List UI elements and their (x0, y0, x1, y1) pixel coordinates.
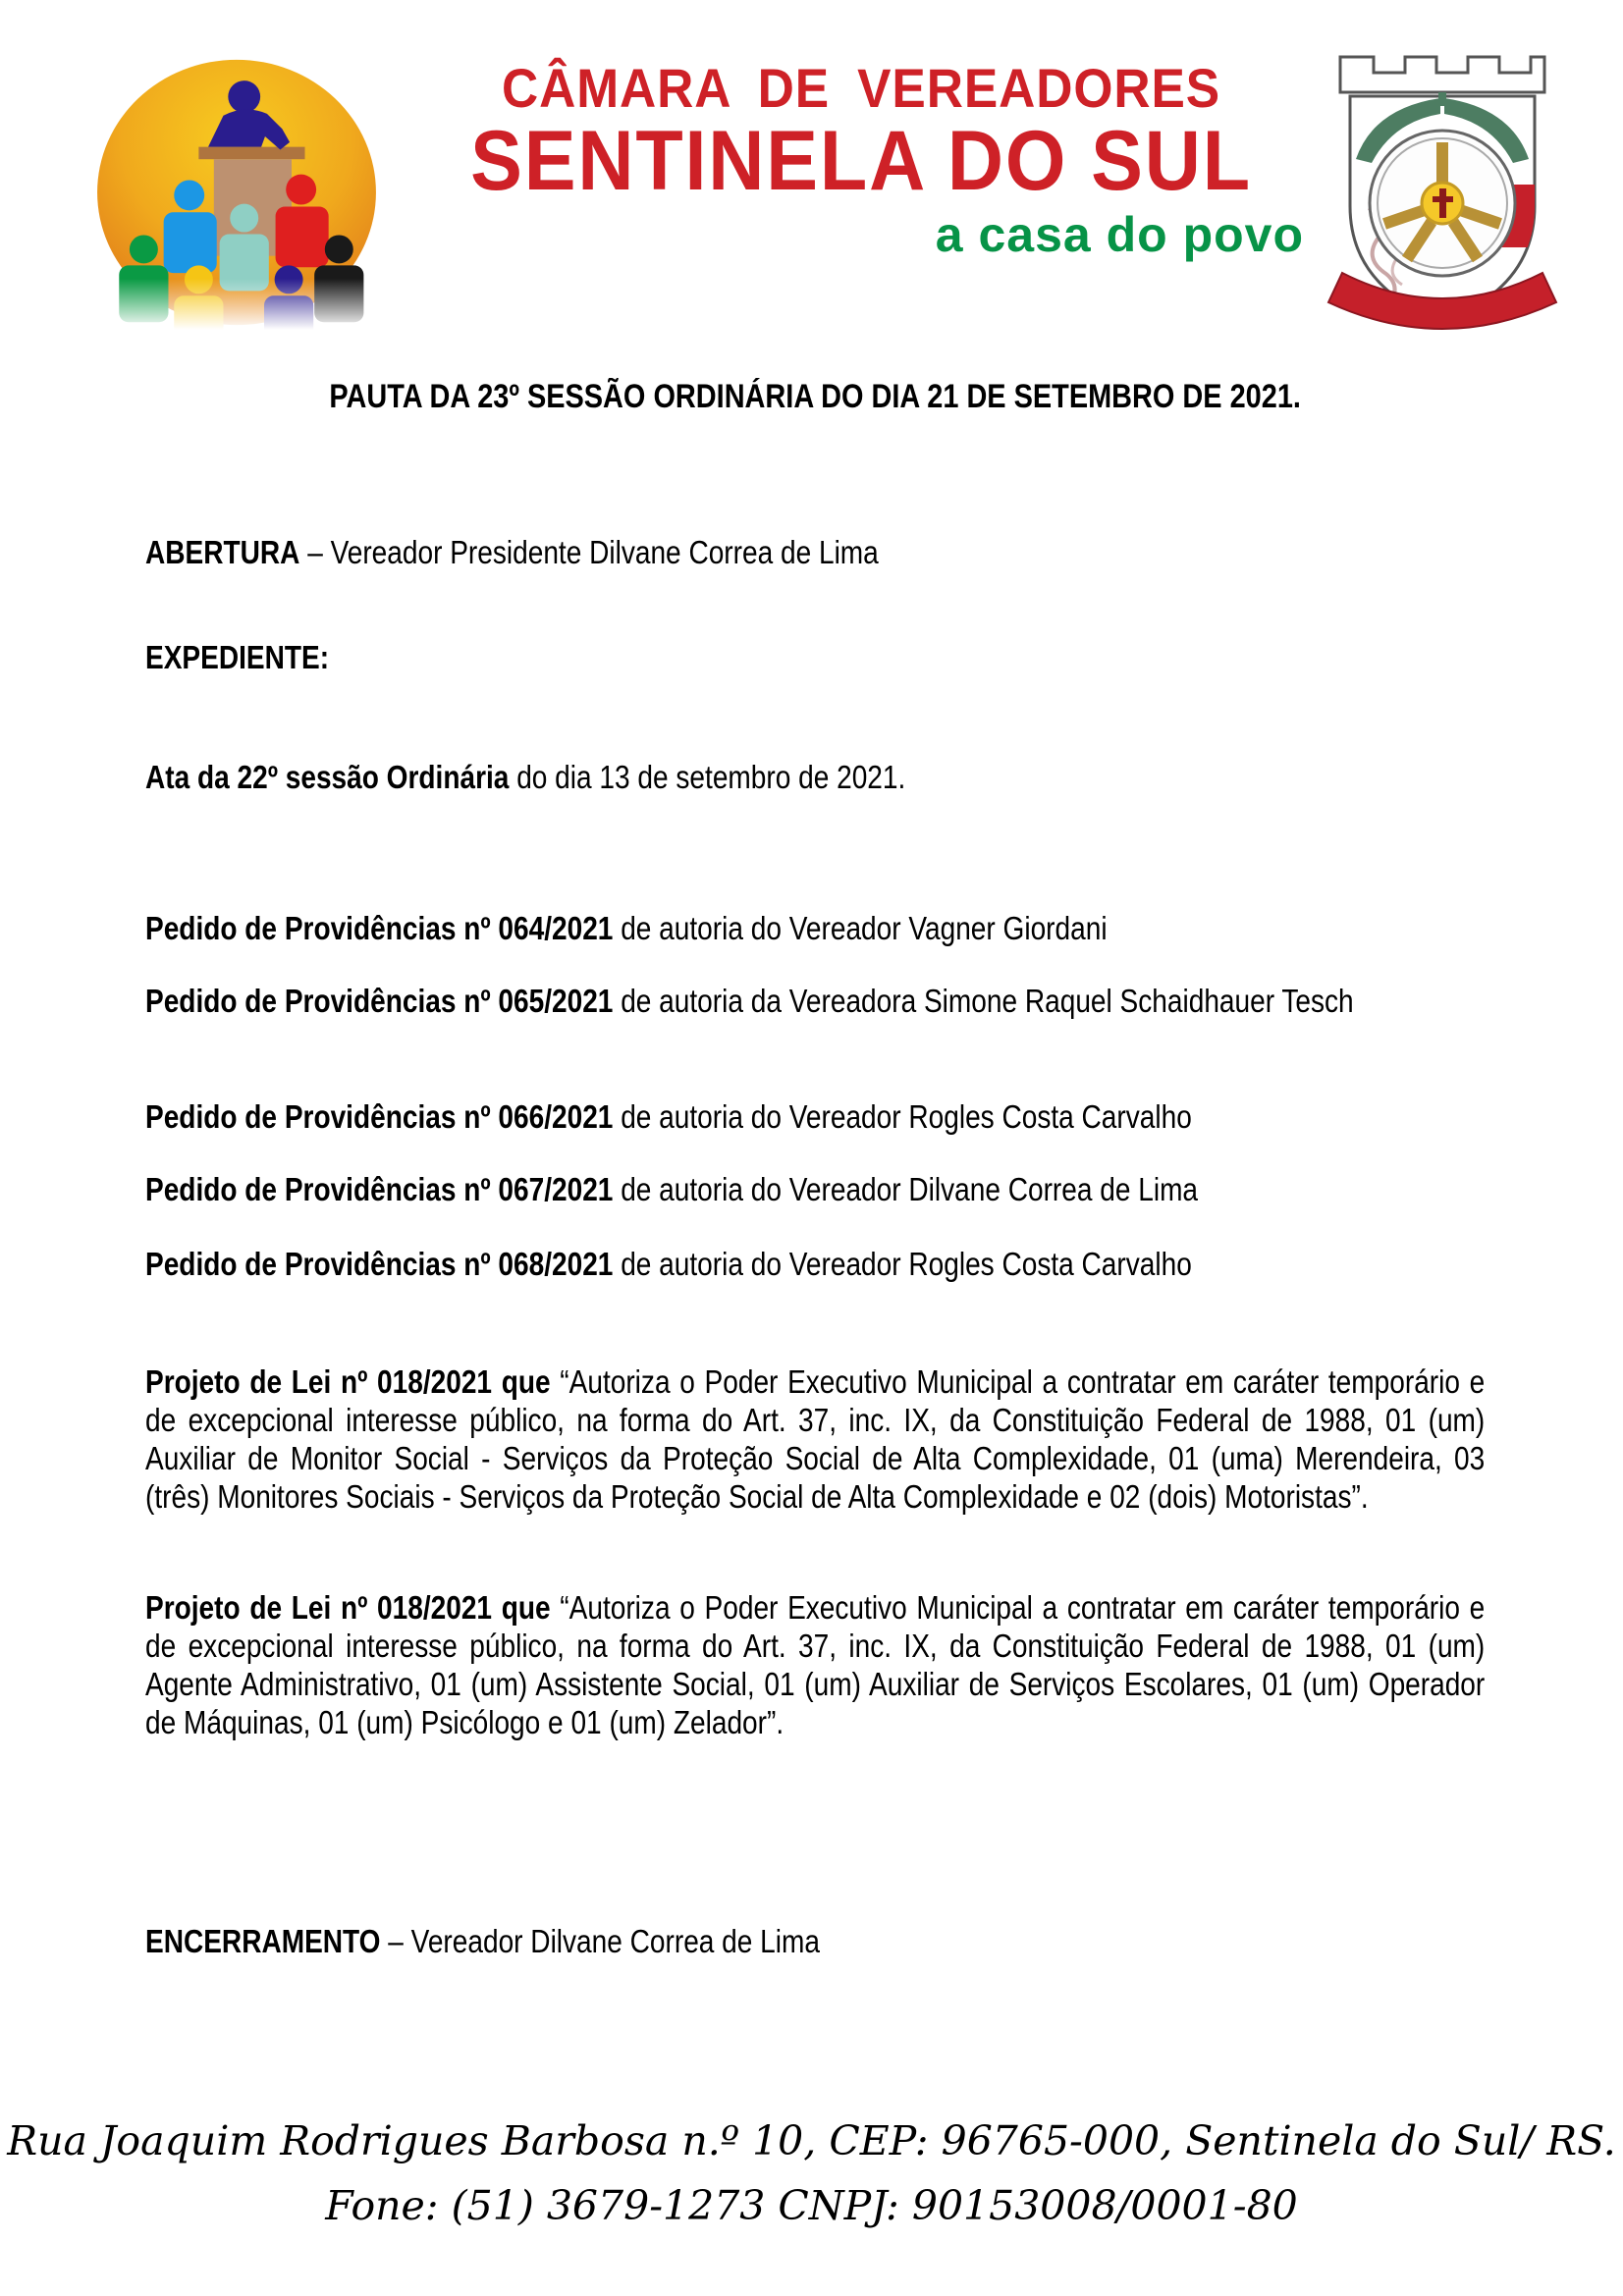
pedido-065-text: de autoria da Vereadora Simone Raquel Schaidhauer Tesch (613, 983, 1354, 1019)
paragraph-projeto-lei-1 (145, 1362, 1485, 1516)
page-title: PAUTA DA 23º SESSÃO ORDINÁRIA DO DIA 21 DE SETEMBRO DE 2021. (329, 378, 1301, 415)
ata-label: Ata da 22º sessão Ordinária (145, 759, 510, 795)
pedido-068-label: Pedido de Providências nº 068/2021 (145, 1246, 614, 1282)
footer-phone-line: Fone: (51) 3679-1273 CNPJ: 90153008/0001-80 (325, 2182, 1298, 2229)
paragraph-projeto-lei-2 (145, 1588, 1485, 1741)
pedido-067-text: de autoria do Vereador Dilvane Correa de Lima (613, 1171, 1199, 1207)
pedido-064-text: de autoria do Vereador Vagner Giordani (613, 910, 1108, 946)
paragraph-abertura (145, 533, 1485, 571)
city-crest-icon (1314, 41, 1571, 336)
encerramento-text: – Vereador Dilvane Correa de Lima (380, 1923, 820, 1959)
footer-address-block (0, 2109, 1623, 2238)
paragraph-encerramento (145, 1922, 1485, 1960)
pedido-068-text: de autoria do Vereador Rogles Costa Carvalho (613, 1246, 1192, 1282)
org-tagline: a casa do povo (935, 207, 1304, 262)
council-people-logo-icon (93, 55, 380, 330)
paragraph-pedido-068 (145, 1245, 1485, 1283)
ata-text: do dia 13 de setembro de 2021. (509, 759, 906, 795)
paragraph-pedido-064 (145, 909, 1485, 947)
encerramento-label: ENCERRAMENTO (145, 1923, 381, 1959)
pedido-066-text: de autoria do Vereador Rogles Costa Carvalho (613, 1098, 1192, 1135)
projeto-1-label: Projeto de Lei nº 018/2021 que (145, 1363, 551, 1400)
paragraph-ata (145, 758, 1485, 796)
pedido-064-label: Pedido de Providências nº 064/2021 (145, 910, 614, 946)
org-name-line2: SENTINELA DO SUL (470, 114, 1252, 208)
pedido-066-label: Pedido de Providências nº 066/2021 (145, 1098, 614, 1135)
org-name-line1: CÂMARA DE VEREADORES (501, 57, 1221, 119)
pedido-067-label: Pedido de Providências nº 067/2021 (145, 1171, 614, 1207)
letterhead (405, 59, 1318, 261)
paragraph-pedido-065 (145, 982, 1485, 1020)
footer-address-line: Rua Joaquim Rodrigues Barbosa n.º 10, CEP: 96765-000, Sentinela do Sul/ RS. (7, 2117, 1616, 2164)
expediente-label: EXPEDIENTE: (145, 639, 330, 675)
projeto-1-text: “Autoriza o Poder Executivo Municipal a contratar em caráter temporário e de excepcional interesse público, na forma do Art. 37, inc. IX, da Constituição Federal de 1988, 01 (um) Auxiliar de Monitor Social - Serviços da Proteção Social de Alta Complexidade, 01 (uma) Merendeira, 03 (três) Monitores Sociais - Serviços da Proteção Social de Alta Complexidade e 02 (dois) Motoristas”. (145, 1363, 1486, 1515)
abertura-label: ABERTURA (145, 534, 300, 570)
pedido-065-label: Pedido de Providências nº 065/2021 (145, 983, 614, 1019)
projeto-2-label: Projeto de Lei nº 018/2021 que (145, 1589, 551, 1626)
projeto-2-text: “Autoriza o Poder Executivo Municipal a contratar em caráter temporário e de excepcional interesse público, na forma do Art. 37, inc. IX, da Constituição Federal de 1988, 01 (um) Agente Administrativo, 01 (um) Assistente Social, 01 (um) Auxiliar de Serviços Escolares, 01 (um) Operador de Máquinas, 01 (um) Psicólogo e 01 (um) Zelador”. (145, 1589, 1486, 1740)
paragraph-expediente (145, 638, 1485, 676)
paragraph-pedido-067 (145, 1170, 1485, 1208)
abertura-text: – Vereador Presidente Dilvane Correa de Lima (299, 534, 879, 570)
paragraph-pedido-066 (145, 1097, 1485, 1136)
